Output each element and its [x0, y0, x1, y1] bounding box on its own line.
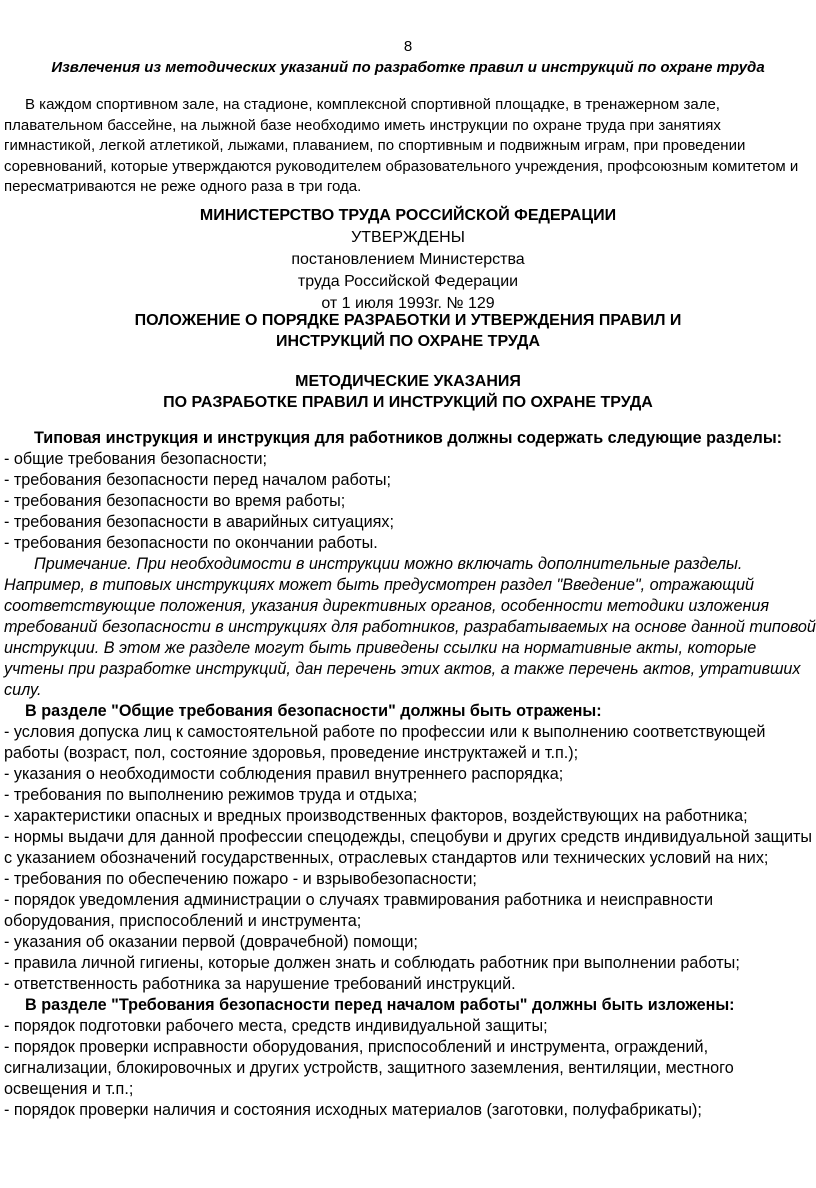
approval-line: труда Российской Федерации	[297, 273, 519, 290]
ministry-heading: МИНИСТЕРСТВО ТРУДА РОССИЙСКОЙ ФЕДЕРАЦИИ	[199, 207, 617, 224]
list-item: - требования безопасности во время работы;	[4, 492, 346, 510]
list-item: - порядок уведомления администрации о случаях травмирования работника и неисправности оборудования, приспособлений и инструмента;	[4, 891, 714, 930]
method-line: ПО РАЗРАБОТКЕ ПРАВИЛ И ИНСТРУКЦИЙ ПО ОХРАНЕ ТРУДА	[163, 394, 653, 411]
intro-paragraph: В каждом спортивном зале, на стадионе, комплексной спортивной площадке, в тренажерном зале, плавательном бассейне, на лыжной базе необходимо иметь инструкции по охране труда при занятиях гимнастикой, легкой атлетикой, лыжами, плаванием, по спортивным и подвижным играм, при проведении соревнований, которые утверждаются руководителем образовательного учреждения, профсоюзным комитетом и пересматриваются не реже одного раза в три года.	[4, 96, 799, 195]
note-paragraph: Примечание. При необходимости в инструкции можно включать дополнительные разделы. Например, в типовых инструкциях может быть предусмотрен раздел "Введение", отражающий соответствующие положения, указания директивных органов, особенности методики изложения требований безопасности в инструкциях для работников, разрабатываемых на основе данной типовой инструкции. В этом же разделе могут быть приведены ссылки на нормативные акты, которые учтены при разработке инструкций, дан перечень этих актов, а также перечень актов, утративших силу.	[4, 555, 816, 699]
list-item: - правила личной гигиены, которые должен знать и соблюдать работник при выполнении работы;	[4, 954, 740, 972]
regulation-line: ПОЛОЖЕНИЕ О ПОРЯДКЕ РАЗРАБОТКИ И УТВЕРЖДЕНИЯ ПРАВИЛ И	[134, 312, 682, 329]
list-item: - порядок проверки исправности оборудования, приспособлений и инструмента, ограждений, сигнализации, блокировочных и других устройств, защитного заземления, вентиляции, местного освещения и т.п.;	[4, 1038, 734, 1098]
list-item: - порядок проверки наличия и состояния исходных материалов (заготовки, полуфабрикаты);	[4, 1101, 702, 1119]
list-item: - условия допуска лиц к самостоятельной работе по профессии или к выполнению соответствующей работы (возраст, пол, состояние здоровья, проведение инструктажей и т.п.);	[4, 723, 766, 762]
sections-intro: Типовая инструкция и инструкция для работников должны содержать следующие разделы:	[34, 429, 783, 447]
list-item: - ответственность работника за нарушение требований инструкций.	[4, 975, 516, 993]
page-number: 8	[403, 38, 413, 55]
list-item: - требования по выполнению режимов труда и отдыха;	[4, 786, 418, 804]
approval-block	[0, 227, 816, 315]
list-item: - требования безопасности в аварийных ситуациях;	[4, 513, 394, 531]
regulation-line: ИНСТРУКЦИЙ ПО ОХРАНЕ ТРУДА	[275, 333, 540, 350]
method-heading	[0, 371, 816, 413]
approval-line: УТВЕРЖДЕНЫ	[351, 229, 465, 246]
list-item: - указания о необходимости соблюдения правил внутреннего распорядка;	[4, 765, 564, 783]
approval-line: от 1 июля 1993г. № 129	[321, 295, 495, 312]
list-item: - нормы выдачи для данной профессии спецодежды, спецобуви и других средств индивидуальной защиты с указанием обозначений государственных, отраслевых стандартов или технических условий на них;	[4, 828, 813, 867]
list-item: - указания об оказании первой (доврачебной) помощи;	[4, 933, 418, 951]
list-item: - требования безопасности по окончании работы.	[4, 534, 378, 552]
list-item: - требования по обеспечению пожаро - и взрывобезопасности;	[4, 870, 477, 888]
before-work-heading: В разделе "Требования безопасности перед началом работы" должны быть изложены:	[25, 996, 735, 1014]
approval-line: постановлением Министерства	[291, 251, 525, 268]
method-line: МЕТОДИЧЕСКИЕ УКАЗАНИЯ	[295, 373, 521, 390]
list-item: - порядок подготовки рабочего места, средств индивидуальной защиты;	[4, 1017, 548, 1035]
document-title: Извлечения из методических указаний по разработке правил и инструкций по охране труда	[51, 59, 765, 76]
list-item: - характеристики опасных и вредных производственных факторов, воздействующих на работника;	[4, 807, 748, 825]
list-item: - требования безопасности перед началом работы;	[4, 471, 392, 489]
general-requirements-heading: В разделе "Общие требования безопасности" должны быть отражены:	[25, 702, 602, 720]
regulation-heading	[0, 310, 816, 352]
list-item: - общие требования безопасности;	[4, 450, 268, 468]
document-body	[4, 428, 816, 1121]
